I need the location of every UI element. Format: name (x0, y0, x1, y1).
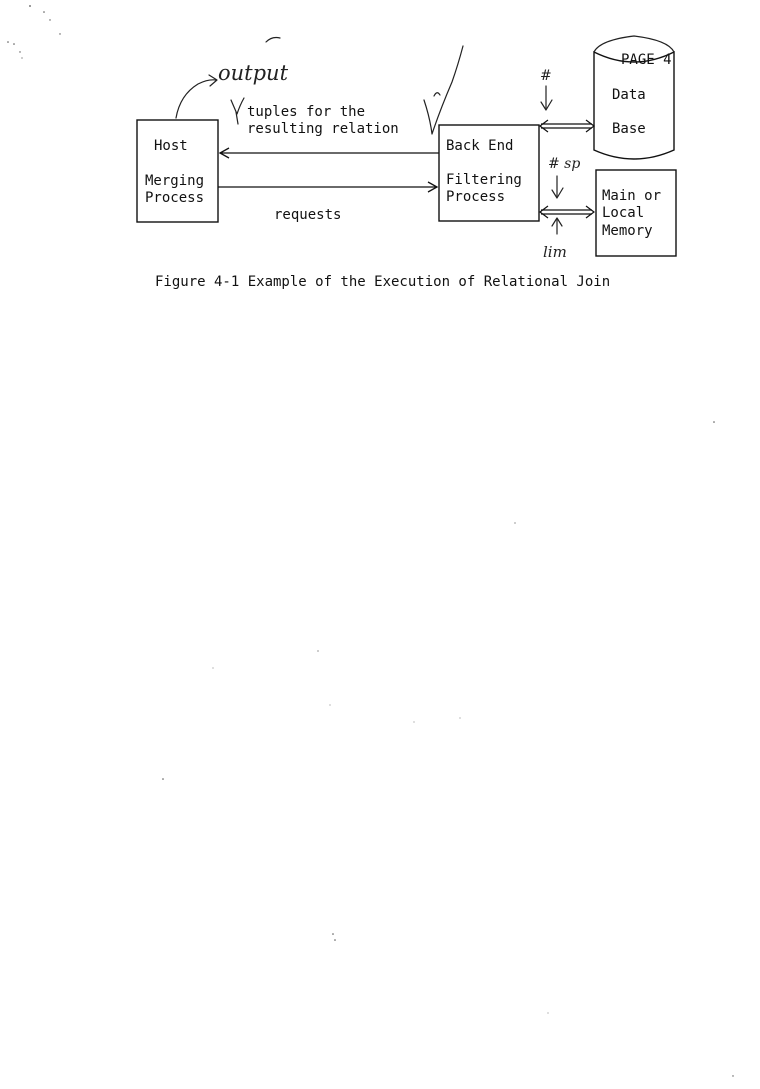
memory-label: Memory (602, 223, 653, 239)
tuples-label-line2: resulting relation (247, 121, 399, 137)
tuples-label-line1: tuples for the (247, 104, 366, 120)
database-cylinder-top (594, 36, 674, 52)
backend-database-double-arrow (540, 120, 594, 132)
back-end-label: Back End (446, 138, 514, 154)
output-hand-stroke (266, 38, 280, 43)
host-merging-process-box (137, 120, 218, 222)
host-label: Host (154, 138, 188, 154)
tuples-check-mark (231, 98, 244, 114)
lim-handwritten-note: lim (543, 243, 567, 261)
scan-specks (7, 5, 734, 1077)
backend-check-mark (424, 46, 463, 134)
host-process-label: Process (145, 190, 205, 206)
figure-caption: Figure 4-1 Example of the Execution of Relational Join (155, 274, 611, 290)
data-label: Data (612, 87, 646, 103)
base-label: Base (612, 121, 646, 137)
backend-check-loop (434, 93, 440, 96)
main-or-label: Main or (602, 188, 662, 204)
requests-label: requests (274, 207, 342, 223)
local-label: Local (602, 205, 645, 221)
output-handwritten-note: output (218, 61, 289, 85)
hash-mark-note: # (540, 68, 552, 84)
filtering-label: Filtering (446, 172, 522, 188)
merging-label: Merging (145, 173, 205, 189)
page-number-label: PAGE 4 (621, 52, 672, 68)
backend-memory-double-arrow (540, 206, 594, 218)
back-end-process-label: Process (446, 189, 506, 205)
database-cylinder (594, 52, 674, 159)
hash-sp-note: # sp (548, 156, 581, 172)
